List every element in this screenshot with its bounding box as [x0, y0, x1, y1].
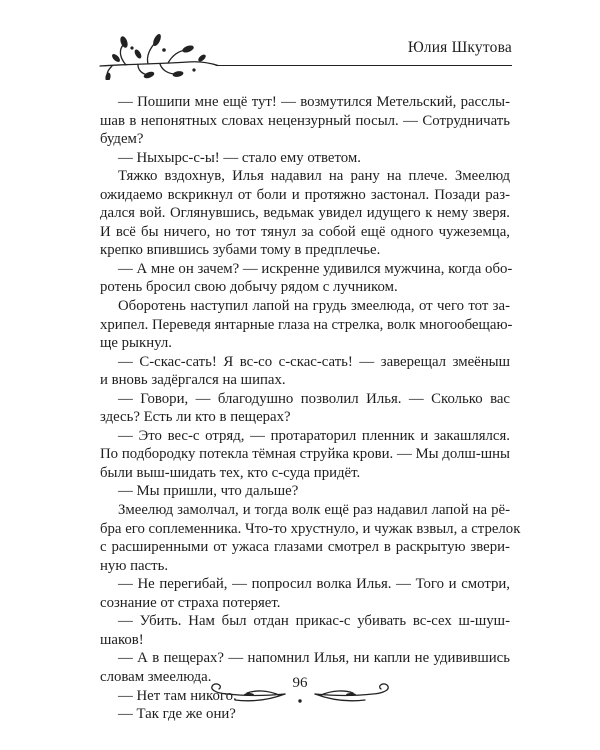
text-line: бра его соплеменника. Что-то хрустнуло, и чужак взвыл, а стрелок [100, 520, 521, 537]
running-header [98, 30, 512, 80]
text-line: ротень бросил свою добычу рядом с лучником. [100, 279, 398, 296]
text-line: — Убить. Нам был отдан прикас-с убивать вс-сех ш-шуш- [118, 613, 510, 630]
text-line: — Так где же они? [118, 706, 236, 723]
text-line: хрипел. Переведя янтарные глаза на стрелка, волк многообещаю- [100, 316, 513, 333]
text-line: И всё бы ничего, но тот тянул за собой ещё одного чужеземца, [100, 223, 510, 240]
text-line: — Не перегибай, — попросил волка Илья. — Того и смотри, [118, 576, 510, 593]
text-line: сознание от страха потеряет. [100, 594, 281, 611]
text-line: здесь? Есть ли кто в пещерах? [100, 409, 291, 426]
text-line: — А мне он зачем? — искренне удивился мужчина, когда обо- [118, 260, 513, 277]
text-line: ную пасть. [100, 557, 169, 574]
body-text [100, 93, 521, 724]
text-line: Оборотень наступил лапой на грудь змеелюда, от чего тот за- [118, 298, 510, 315]
text-line: с расширенными от ужаса глазами смотрел в раскрытую звери- [100, 539, 510, 556]
running-header-author: Юлия Шкутова [407, 39, 512, 56]
text-line: По подбородку потекла тёмная струйка крови. — Мы долш-шны [100, 446, 510, 463]
text-line: — Ныхырс-с-ы! — стало ему ответом. [118, 149, 361, 166]
text-line: и вновь задёргался на шипах. [100, 372, 286, 389]
text-line: были выш-шидать тех, кто с-суда придёт. [100, 464, 361, 481]
text-line: шав в непонятных словах нецензурный посыл. — Сотрудничать [100, 112, 510, 129]
text-line: ожидаемо вскрикнул от боли и протяжно застонал. Позади раз- [100, 186, 510, 203]
text-line: — С-скас-сать! Я вс-со с-скас-сать! — заверещал змеёныш [118, 353, 510, 370]
text-line: — Мы пришли, что дальше? [118, 483, 299, 500]
text-line: — Нет там никого. [118, 687, 237, 704]
text-line: — Пошипи мне ещё тут! — возмутился Метельский, расслы- [118, 94, 510, 110]
text-line: будем? [100, 131, 144, 148]
text-line: Тяжко вздохнув, Илья надавил на рану на плече. Змеелюд [118, 168, 510, 185]
text-line: ще рыкнул. [100, 335, 172, 352]
text-line: словам змеелюда. [100, 668, 212, 685]
text-line: дался вой. Оглянувшись, ведьмак увидел идущего к нему зверя. [100, 205, 510, 222]
text-line: — Это вес-с отряд, — протараторил пленник и закашлялся. [118, 427, 510, 444]
page-number: 96 [292, 675, 308, 691]
text-line: — А в пещерах? — напомнил Илья, ни капли не удивившись [118, 650, 510, 667]
text-line: — Говори, — благодушно позволил Илья. — Сколько вас [118, 390, 510, 407]
text-line: шаков! [100, 631, 144, 648]
text-line: Змеелюд замолчал, и тогда волк ещё раз надавил лапой на рё- [118, 502, 510, 519]
text-line: крепко впившись зубами тому в предплечье. [100, 242, 381, 259]
page-footer [205, 674, 395, 708]
